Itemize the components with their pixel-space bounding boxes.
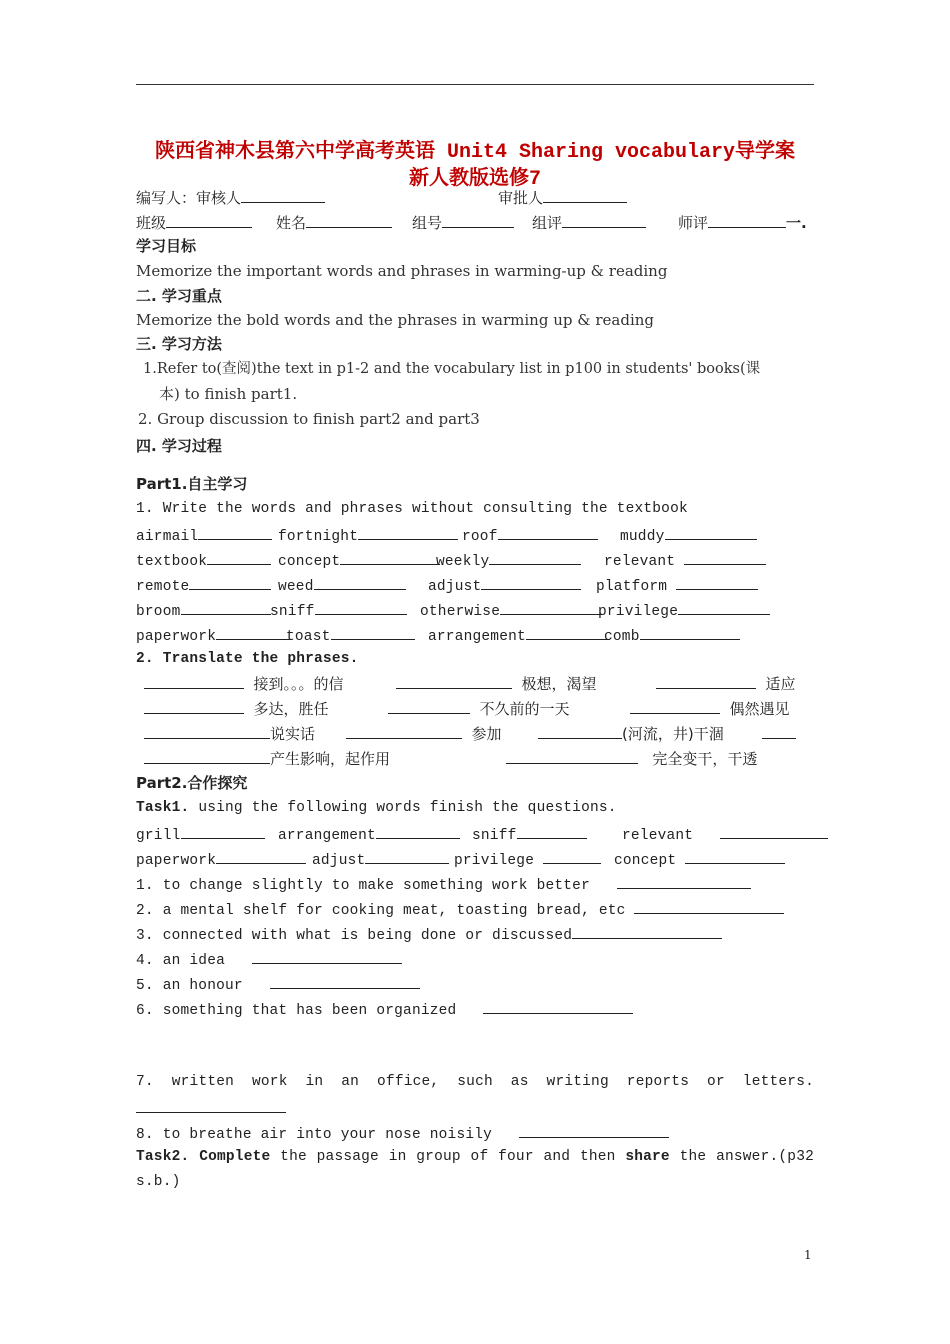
answer-blank[interactable]	[630, 698, 720, 714]
answer-blank[interactable]	[144, 698, 244, 714]
wordbank-item: adjust	[312, 848, 449, 871]
answer-blank[interactable]	[365, 848, 449, 864]
phrase-item: 适应	[656, 673, 796, 694]
answer-blank[interactable]	[762, 723, 796, 739]
section3-title: 三. 学习方法	[136, 335, 222, 353]
word-item: comb	[604, 624, 740, 647]
wordbank-item: concept	[614, 848, 785, 871]
phrase-row-4	[136, 748, 816, 768]
class-field	[136, 212, 252, 233]
phrase-row-2	[136, 698, 816, 718]
answer-blank[interactable]	[270, 973, 420, 989]
document-title-line2: 新人教版选修7	[408, 168, 541, 191]
answer-blank[interactable]	[665, 524, 757, 540]
group-blank[interactable]	[442, 212, 514, 228]
definition-2: 2. a mental shelf for cooking meat, toasting bread, etc	[136, 898, 784, 921]
task2-line	[136, 1147, 814, 1167]
answer-blank[interactable]	[376, 823, 460, 839]
word-item: weekly	[436, 549, 581, 572]
word-item: adjust	[428, 574, 581, 597]
answer-blank[interactable]	[181, 823, 265, 839]
answer-blank[interactable]	[489, 549, 581, 565]
task2-label: Task2.	[136, 1149, 190, 1165]
answer-blank[interactable]	[634, 898, 784, 914]
answer-blank[interactable]	[144, 723, 270, 739]
phrase-item: (河流，井)干涸	[538, 723, 796, 744]
part1-title: Part1.自主学习	[136, 475, 248, 493]
answer-blank[interactable]	[519, 1122, 669, 1138]
section2-text: Memorize the bold words and the phrases in warming up & reading	[136, 311, 655, 329]
answer-blank[interactable]	[543, 848, 601, 864]
answer-blank[interactable]	[506, 748, 638, 764]
answer-blank[interactable]	[640, 624, 740, 640]
word-item: relevant	[604, 549, 766, 572]
wordbank-item: grill	[136, 823, 265, 846]
answer-blank[interactable]	[517, 823, 587, 839]
group-field	[412, 212, 514, 233]
word-item: privilege	[598, 599, 770, 622]
word-item: toast	[286, 624, 415, 647]
word-row-4	[136, 599, 816, 619]
document-title-line1: 陕西省神木县第六中学高考英语 Unit4 Sharing vocabulary导学案	[154, 141, 796, 164]
section1-text: Memorize the important words and phrases in warming-up & reading	[136, 262, 668, 280]
task2-complete: Complete	[199, 1149, 271, 1165]
name-blank[interactable]	[306, 212, 392, 228]
word-item: platform	[596, 574, 758, 597]
section3-item2: 2. Group discussion to finish part2 and part3	[138, 410, 480, 428]
answer-blank[interactable]	[483, 998, 633, 1014]
word-item: textbook	[136, 549, 271, 572]
word-item: paperwork	[136, 624, 290, 647]
answer-blank[interactable]	[572, 923, 722, 939]
answer-blank[interactable]	[189, 574, 271, 590]
word-row-1	[136, 524, 816, 544]
definition-3: 3. connected with what is being done or discussed	[136, 923, 722, 946]
answer-blank[interactable]	[678, 599, 770, 615]
answer-blank[interactable]	[136, 1097, 286, 1113]
editor-label: 编写人：审核人	[136, 189, 242, 207]
top-rule	[136, 84, 814, 85]
definition-7-answer	[136, 1097, 286, 1119]
group-eval-field	[532, 212, 646, 233]
wordbank-item: privilege	[454, 848, 601, 871]
answer-blank[interactable]	[396, 673, 512, 689]
answer-blank[interactable]	[346, 723, 462, 739]
approver-label: 审批人	[498, 189, 544, 207]
section2-title: 二. 学习重点	[136, 287, 222, 305]
answer-blank[interactable]	[331, 624, 415, 640]
answer-blank[interactable]	[144, 748, 270, 764]
definition-6: 6. something that has been organized	[136, 998, 633, 1021]
group-label: 组号	[412, 214, 443, 232]
phrase-item: 不久前的一天	[388, 698, 570, 719]
task1-line	[136, 798, 617, 818]
editor-blank[interactable]	[241, 187, 325, 203]
group-eval-label: 组评	[532, 214, 563, 232]
definition-5: 5. an honour	[136, 973, 420, 996]
word-item: arrangement	[428, 624, 610, 647]
phrase-item: 完全变干，干透	[506, 748, 757, 769]
definition-4: 4. an idea	[136, 948, 402, 971]
teacher-eval-field	[678, 212, 807, 233]
section3-item1a: 1.Refer to(查阅)the text in p1-2 and the vocabulary list in p100 in students' books(课	[143, 361, 761, 377]
answer-blank[interactable]	[498, 524, 598, 540]
word-row-3	[136, 574, 816, 594]
section4-title: 四. 学习过程	[136, 437, 222, 455]
word-row-2	[136, 549, 816, 569]
answer-blank[interactable]	[656, 673, 756, 689]
answer-blank[interactable]	[198, 524, 272, 540]
word-item: fortnight	[278, 524, 458, 547]
approver-row	[498, 187, 627, 208]
answer-blank[interactable]	[526, 624, 610, 640]
wordbank-row-2	[136, 848, 816, 868]
section3-item1b: 本) to finish part1.	[159, 385, 298, 403]
class-blank[interactable]	[166, 212, 252, 228]
task2-line-2: s.b.)	[136, 1174, 181, 1190]
wordbank-item: paperwork	[136, 848, 306, 871]
word-item: weed	[278, 574, 406, 597]
answer-blank[interactable]	[340, 549, 440, 565]
task2-share: share	[625, 1149, 670, 1165]
section1-number: 一.	[786, 214, 807, 232]
name-label: 姓名	[276, 214, 307, 232]
section1-title: 学习目标	[136, 237, 197, 255]
answer-blank[interactable]	[144, 673, 244, 689]
part1-q2: 2. Translate the phrases.	[136, 651, 359, 667]
answer-blank[interactable]	[315, 599, 407, 615]
answer-blank[interactable]	[181, 599, 271, 615]
wordbank-item: arrangement	[278, 823, 460, 846]
phrase-row-1	[136, 673, 816, 693]
wordbank-item: sniff	[472, 823, 587, 846]
word-item: concept	[278, 549, 440, 572]
task2-text-end: the answer.(p32	[679, 1149, 814, 1165]
phrase-item: 说实话	[144, 723, 315, 744]
word-item: airmail	[136, 524, 272, 547]
word-item: sniff	[270, 599, 407, 622]
class-label: 班级	[136, 214, 167, 232]
answer-blank[interactable]	[207, 549, 271, 565]
answer-blank[interactable]	[388, 698, 470, 714]
answer-blank[interactable]	[720, 823, 828, 839]
word-item: muddy	[620, 524, 757, 547]
word-item: remote	[136, 574, 271, 597]
phrase-item: 产生影响，起作用	[144, 748, 390, 769]
definition-1: 1. to change slightly to make something work better	[136, 873, 751, 896]
word-row-5	[136, 624, 816, 644]
page-number: 1	[804, 1248, 812, 1262]
word-item: broom	[136, 599, 271, 622]
approver-blank[interactable]	[543, 187, 627, 203]
answer-blank[interactable]	[538, 723, 622, 739]
teacher-eval-blank[interactable]	[708, 212, 786, 228]
answer-blank[interactable]	[216, 848, 306, 864]
answer-blank[interactable]	[617, 873, 751, 889]
header-row-1	[136, 187, 325, 208]
word-item: roof	[462, 524, 598, 547]
word-item: otherwise	[420, 599, 602, 622]
answer-blank[interactable]	[684, 549, 766, 565]
answer-blank[interactable]	[500, 599, 602, 615]
phrase-item: 极想，渴望	[396, 673, 597, 694]
task1-text: using the following words finish the questions.	[198, 800, 617, 816]
answer-blank[interactable]	[685, 848, 785, 864]
part2-title: Part2.合作探究	[136, 774, 248, 792]
task2-text: the passage in group of four and then	[280, 1149, 616, 1165]
definition-8: 8. to breathe air into your nose noisily	[136, 1122, 669, 1145]
group-eval-blank[interactable]	[562, 212, 646, 228]
phrase-item: 接到。。。的信	[144, 673, 344, 694]
answer-blank[interactable]	[358, 524, 458, 540]
task1-label: Task1.	[136, 800, 190, 816]
answer-blank[interactable]	[216, 624, 290, 640]
answer-blank[interactable]	[481, 574, 581, 590]
part1-q1: 1. Write the words and phrases without consulting the textbook	[136, 501, 688, 517]
phrase-item: 参加	[346, 723, 502, 744]
phrase-row-3	[136, 723, 816, 743]
answer-blank[interactable]	[314, 574, 406, 590]
answer-blank[interactable]	[252, 948, 402, 964]
answer-blank[interactable]	[676, 574, 758, 590]
phrase-item: 偶然遇见	[630, 698, 790, 719]
teacher-eval-label: 师评	[678, 214, 709, 232]
name-field	[276, 212, 392, 233]
wordbank-row-1	[136, 823, 816, 843]
phrase-item: 多达，胜任	[144, 698, 329, 719]
definition-7: 7. written work in an office, such as writing reports or letters.	[136, 1074, 814, 1090]
wordbank-item: relevant	[622, 823, 828, 846]
